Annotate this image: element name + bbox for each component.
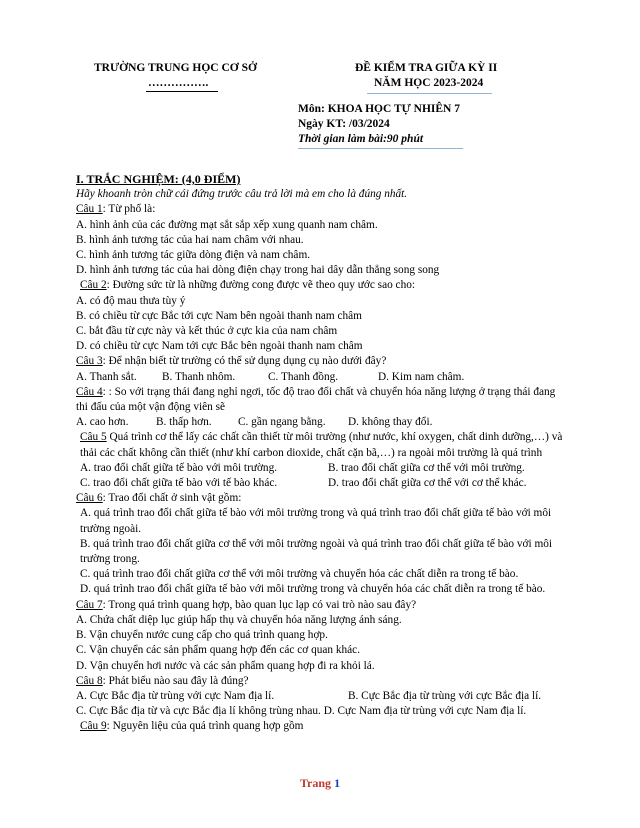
option: C. hình ảnh tương tác giữa dòng điện và nam châm. [76, 249, 311, 262]
option: B. hình ảnh tương tác của hai nam châm với nhau. [76, 233, 304, 246]
page-footer [0, 776, 640, 791]
section-title: I. TRẮC NGHIỆM: (4,0 ĐIỂM) [76, 172, 241, 186]
question-5-options-row1 [76, 461, 568, 476]
option: A. Thanh sắt. [76, 370, 137, 383]
option: C. gần ngang bằng. [238, 416, 326, 429]
option: A. trao đổi chất giữa tế bào với môi trường. [80, 461, 278, 474]
option: A. Cực Bắc địa từ trùng với cực Nam địa lí. [76, 689, 275, 702]
option: C. bắt đầu từ cực này và kết thúc ở cực kia của nam châm [76, 325, 338, 338]
option: B. thấp hơn. [156, 416, 212, 429]
school-name: TRƯỜNG TRUNG HỌC CƠ SỞ [94, 62, 257, 74]
option: D. trao đổi chất giữa cơ thể với cơ thể khác. [328, 477, 527, 490]
exam-content [76, 172, 568, 735]
option: C. quá trình trao đổi chất giữa cơ thể với môi trường và chuyển hóa các chất diễn ra trong tế bào. [80, 568, 519, 581]
question-8: Câu 8: Phát biểu nào sau đây là đúng? [76, 674, 249, 687]
option: D. có chiều từ cực Nam tới cực Bắc bên ngoài thanh nam châm [76, 340, 363, 353]
question-3: Câu 3: Để nhận biết từ trường có thể sử dụng dụng cụ nào dưới đây? [76, 355, 387, 368]
subject: Môn: KHOA HỌC TỰ NHIÊN 7 [298, 103, 460, 115]
option: D. Vận chuyển hơi nước và các sản phẩm quang hợp đi ra khỏi lá. [76, 659, 375, 672]
question-9: Câu 9: Nguyên liệu của quá trình quang hợp gồm [80, 720, 304, 733]
option: D. quá trình trao đổi chất giữa tế bào với môi trường trong và chuyển hóa các chất diễn ra trong tế bào. [80, 583, 546, 596]
school-underline [146, 91, 218, 92]
option: D. Kim nam châm. [378, 370, 465, 383]
subject-divider [298, 148, 463, 149]
option: B. Thanh nhôm. [162, 370, 236, 383]
question-1: Câu 1: Từ phổ là: [76, 203, 156, 216]
question-5: Câu 5 Quá trình cơ thể lấy các chất cần thiết từ môi trường (như nước, khí oxygen, chất dinh dưỡng,…) và thải các chất không cần thiết (như khí carbon dioxide, chất cặn bã,…) ra ngoài môi trường là quá trình [80, 431, 563, 459]
question-6: Câu 6: Trao đổi chất ở sinh vật gồm: [76, 492, 242, 505]
page-label: Trang [299, 776, 332, 790]
section-instruction: Hãy khoanh tròn chữ cái đứng trước câu trả lời mà em cho là đúng nhất. [76, 188, 408, 201]
option: B. Cực Bắc địa từ trùng với cực Bắc địa lí. [348, 689, 542, 702]
school-blank: ……………. [148, 77, 209, 89]
school-year: NĂM HỌC 2023-2024 [374, 77, 484, 89]
question-7: Câu 7: Trong quá trình quang hợp, bào quan lục lạp có vai trò nào sau đây? [76, 598, 417, 611]
title-divider [367, 93, 492, 94]
option: C. Thanh đồng. [268, 370, 339, 383]
question-8-options-row1 [76, 689, 568, 704]
option: D. không thay đổi. [348, 416, 433, 429]
option: A. có độ mau thưa tùy ý [76, 294, 186, 307]
option: C. trao đổi chất giữa tế bào với tế bào khác. [80, 477, 278, 490]
option: A. cao hơn. [76, 416, 129, 429]
option: C. Vận chuyển các sản phẩm quang hợp đến các cơ quan khác. [76, 644, 361, 657]
option: A. quá trình trao đổi chất giữa tế bào với môi trường trong và quá trình trao đổi chất giữa tế bào với môi trường ngoài. [80, 507, 552, 535]
exam-date: Ngày KT: /03/2024 [298, 118, 390, 130]
exam-title: ĐỀ KIỂM TRA GIỮA KỲ II [355, 62, 498, 74]
question-3-options [76, 370, 568, 385]
option: B. quá trình trao đổi chất giữa cơ thể với môi trường ngoài và quá trình trao đổi chất giữa tế bào với môi trường trong. [80, 537, 553, 566]
question-4-options [76, 415, 568, 430]
option: C. Cực Bắc địa từ và cực Bắc địa lí không trùng nhau. D. Cực Nam địa từ trùng với cực Nam địa lí. [76, 705, 527, 718]
question-2: Câu 2: Đường sức từ là những đường cong được vẽ theo quy ước sao cho: [80, 279, 416, 292]
option: B. Vận chuyển nước cung cấp cho quá trình quang hợp. [76, 629, 328, 642]
option: A. hình ảnh của các đường mạt sắt sắp xếp xung quanh nam châm. [76, 218, 378, 231]
page-number: 1 [334, 776, 341, 790]
option: A. Chứa chất diệp lục giúp hấp thụ và chuyển hóa năng lượng ánh sáng. [76, 613, 402, 626]
option: B. trao đổi chất giữa cơ thể với môi trường. [328, 461, 525, 474]
question-5-options-row2 [76, 476, 568, 491]
exam-duration: Thời gian làm bài:90 phút [298, 133, 424, 145]
option: D. hình ảnh tương tác của hai dòng điện chạy trong hai dây dẫn thẳng song song [76, 264, 440, 277]
option: B. có chiều từ cực Bắc tới cực Nam bên ngoài thanh nam châm [76, 309, 362, 322]
question-4: Câu 4: : So với trạng thái đang nghỉ ngơi, tốc độ trao đổi chất và chuyển hóa năng lượng ở trạng thái đang thi đấu của một vận động viên sẽ [76, 385, 556, 414]
